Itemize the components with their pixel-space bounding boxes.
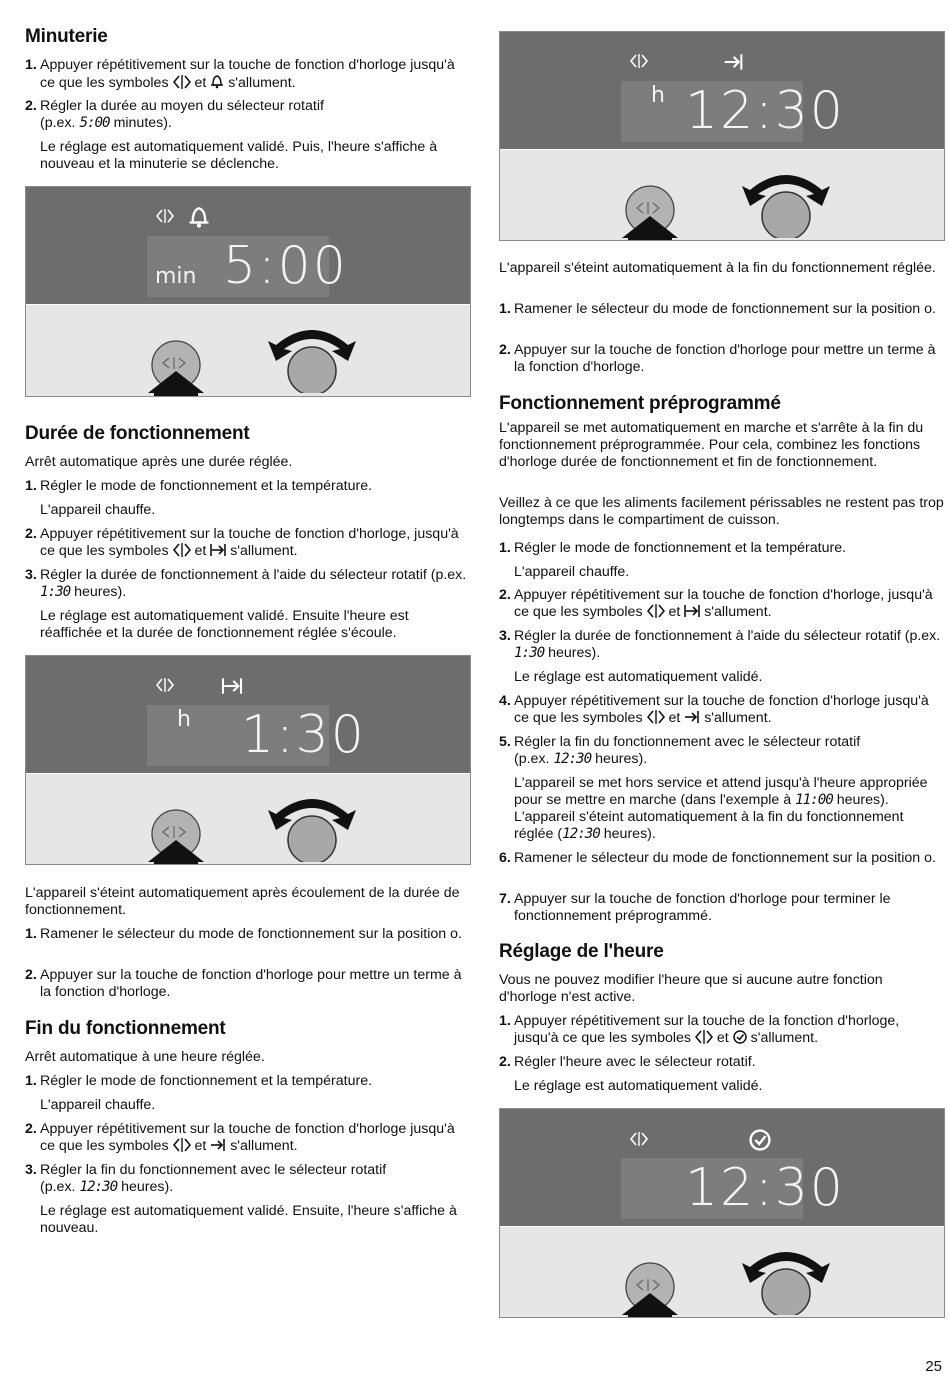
step-1: 1. Régler le mode de fonctionnement et la température.	[499, 540, 847, 556]
step-1: 1. Régler le mode de fonctionnement et la température.	[25, 1073, 373, 1089]
fin-intro: Arrêt automatique à une heure réglée.	[25, 1049, 265, 1065]
heure-intro: Vous ne pouvez modifier l'heure que si aucune autre fonction d'horloge n'est active.	[499, 972, 883, 1005]
page-number: 25	[925, 1358, 942, 1375]
lcd-display: min 5:00	[147, 236, 329, 297]
clock-symbol-icon	[647, 604, 665, 618]
clock-symbol-icon	[173, 75, 191, 89]
step-2: 2. Appuyer répétitivement sur la touche de fonction d'horloge, jusqu'à ce que les symboles et s'allument.	[499, 587, 933, 620]
step-1-note: L'appareil chauffe.	[514, 564, 630, 580]
panel-bottom	[26, 305, 470, 396]
step-3-note: Le réglage est automatiquement validé. Ensuite, l'heure s'affiche à nouveau.	[40, 1203, 457, 1236]
duree-intro: Arrêt automatique après une durée réglée.	[25, 454, 293, 470]
step-3: 3. Régler la durée de fonctionnement à l'aide du sélecteur rotatif (p.ex. 1:30 heures).	[25, 567, 467, 600]
prepro-p2: Veillez à ce que les aliments facilement périssables ne restent pas trop longtemps dans le compartiment de cuisson.	[499, 495, 944, 528]
step-2: 2. Appuyer répétitivement sur la touche de fonction d'horloge, jusqu'à ce que les symboles et s'allument.	[25, 526, 459, 559]
step-5-note: L'appareil se met hors service et attend jusqu'à l'heure appropriée pour se mettre en marche (dans l'exemple à 11:00 heures). L'appareil s'éteint automatiquement à la fin du fonctionnement réglée (12:30 heures).	[514, 775, 928, 842]
step-3-note: Le réglage est automatiquement validé.	[514, 669, 763, 685]
after-step-2: 2. Appuyer sur la touche de fonction d'horloge pour mettre un terme à la fonction d'horloge.	[25, 967, 462, 1000]
step-2: 2. Régler la durée au moyen du sélecteur rotatif (p.ex. 5:00 minutes).	[25, 98, 324, 131]
clock-function-button[interactable]	[600, 1257, 700, 1318]
bell-icon	[188, 205, 210, 229]
clock-symbol-icon	[156, 209, 176, 223]
rotary-selector-knob[interactable]	[262, 313, 362, 393]
after-step-1: 1. Ramener le sélecteur du mode de fonctionnement sur la position o.	[499, 301, 936, 317]
step-1: 1. Appuyer répétitivement sur la touche de la fonction d'horloge, jusqu'à ce que les symboles et s'allument.	[499, 1013, 900, 1046]
clock-symbol-icon	[173, 1138, 191, 1152]
time-check-icon	[733, 1030, 747, 1044]
lcd-display: 12:30	[621, 1158, 803, 1219]
control-panel-fin	[499, 31, 945, 241]
section-title-duree: Durée de fonctionnement	[25, 423, 250, 444]
section-title-minuterie: Minuterie	[25, 26, 108, 47]
prepro-p1: L'appareil se met automatiquement en marche et s'arrête à la fin du fonctionnement préprogrammée. Pour cela, combinez les fonctions d'horloge durée de fonctionnement et fin de fonctionnement.	[499, 420, 924, 470]
section-title-heure: Réglage de l'heure	[499, 941, 664, 962]
panel-bottom	[500, 150, 944, 240]
control-panel-minuterie	[25, 186, 471, 397]
step-5: 5. Régler la fin du fonctionnement avec le sélecteur rotatif (p.ex. 12:30 heures).	[499, 734, 861, 767]
duration-icon	[210, 543, 226, 557]
step-6: 6. Ramener le sélecteur du mode de fonctionnement sur la position o.	[499, 850, 936, 866]
section-title-fin: Fin du fonctionnement	[25, 1018, 226, 1039]
step-3-note: Le réglage est automatiquement validé. Ensuite l'heure est réaffichée et la durée de fonctionnement réglée s'écoule.	[40, 608, 409, 641]
panel-bottom	[26, 774, 470, 864]
step-7: 7. Appuyer sur la touche de fonction d'horloge pour terminer le fonctionnement préprogrammé.	[499, 891, 891, 924]
bell-icon	[210, 74, 224, 89]
step-2-note: Le réglage est automatiquement validé.	[514, 1078, 763, 1094]
clock-function-button[interactable]	[600, 180, 700, 241]
clock-function-button[interactable]	[126, 804, 226, 865]
after-step-1: 1. Ramener le sélecteur du mode de fonctionnement sur la position o.	[25, 926, 462, 942]
clock-symbol-icon	[630, 1132, 650, 1146]
section-title-prepro: Fonctionnement préprogrammé	[499, 393, 781, 414]
end-time-icon	[684, 710, 700, 724]
step-3: 3. Régler la fin du fonctionnement avec le sélecteur rotatif (p.ex. 12:30 heures).	[25, 1162, 387, 1195]
after-step-2: 2. Appuyer sur la touche de fonction d'horloge pour mettre un terme à la fonction d'horloge.	[499, 342, 936, 375]
duration-icon	[220, 677, 244, 695]
lcd-display: h 12:30	[621, 81, 803, 142]
step-2-note: Le réglage est automatiquement validé. Puis, l'heure s'affiche à nouveau et la minuterie se déclenche.	[40, 139, 438, 172]
fin-after: L'appareil s'éteint automatiquement à la fin du fonctionnement réglée.	[499, 260, 936, 276]
clock-function-button[interactable]	[126, 335, 226, 397]
step-1: 1. Régler le mode de fonctionnement et la température.	[25, 478, 373, 494]
step-4: 4. Appuyer répétitivement sur la touche de fonction d'horloge jusqu'à ce que les symboles et s'allument.	[499, 693, 929, 726]
clock-symbol-icon	[695, 1030, 713, 1044]
rotary-selector-knob[interactable]	[736, 158, 836, 238]
duree-after: L'appareil s'éteint automatiquement après écoulement de la durée de fonctionnement.	[25, 885, 460, 918]
end-time-icon	[210, 1138, 226, 1152]
clock-symbol-icon	[156, 678, 176, 692]
panel-bottom	[500, 1227, 944, 1317]
step-2: 2. Appuyer répétitivement sur la touche de fonction d'horloge jusqu'à ce que les symboles et s'allument.	[25, 1121, 455, 1154]
duration-icon	[684, 604, 700, 618]
lcd-display: h 1:30	[147, 705, 329, 766]
step-1-note: L'appareil chauffe.	[40, 502, 156, 518]
time-check-icon	[749, 1129, 771, 1151]
rotary-selector-knob[interactable]	[736, 1235, 836, 1315]
clock-symbol-icon	[647, 710, 665, 724]
step-1-note: L'appareil chauffe.	[40, 1097, 156, 1113]
end-time-icon	[722, 53, 744, 71]
rotary-selector-knob[interactable]	[262, 782, 362, 862]
control-panel-duree	[25, 655, 471, 865]
control-panel-heure	[499, 1108, 945, 1318]
clock-symbol-icon	[173, 543, 191, 557]
step-2: 2. Régler l'heure avec le sélecteur rotatif.	[499, 1054, 756, 1070]
step-1: 1. Appuyer répétitivement sur la touche de fonction d'horloge jusqu'à ce que les symboles et s'allument.	[25, 57, 455, 91]
clock-symbol-icon	[630, 54, 650, 68]
step-3: 3. Régler la durée de fonctionnement à l'aide du sélecteur rotatif (p.ex. 1:30 heures).	[499, 628, 941, 661]
